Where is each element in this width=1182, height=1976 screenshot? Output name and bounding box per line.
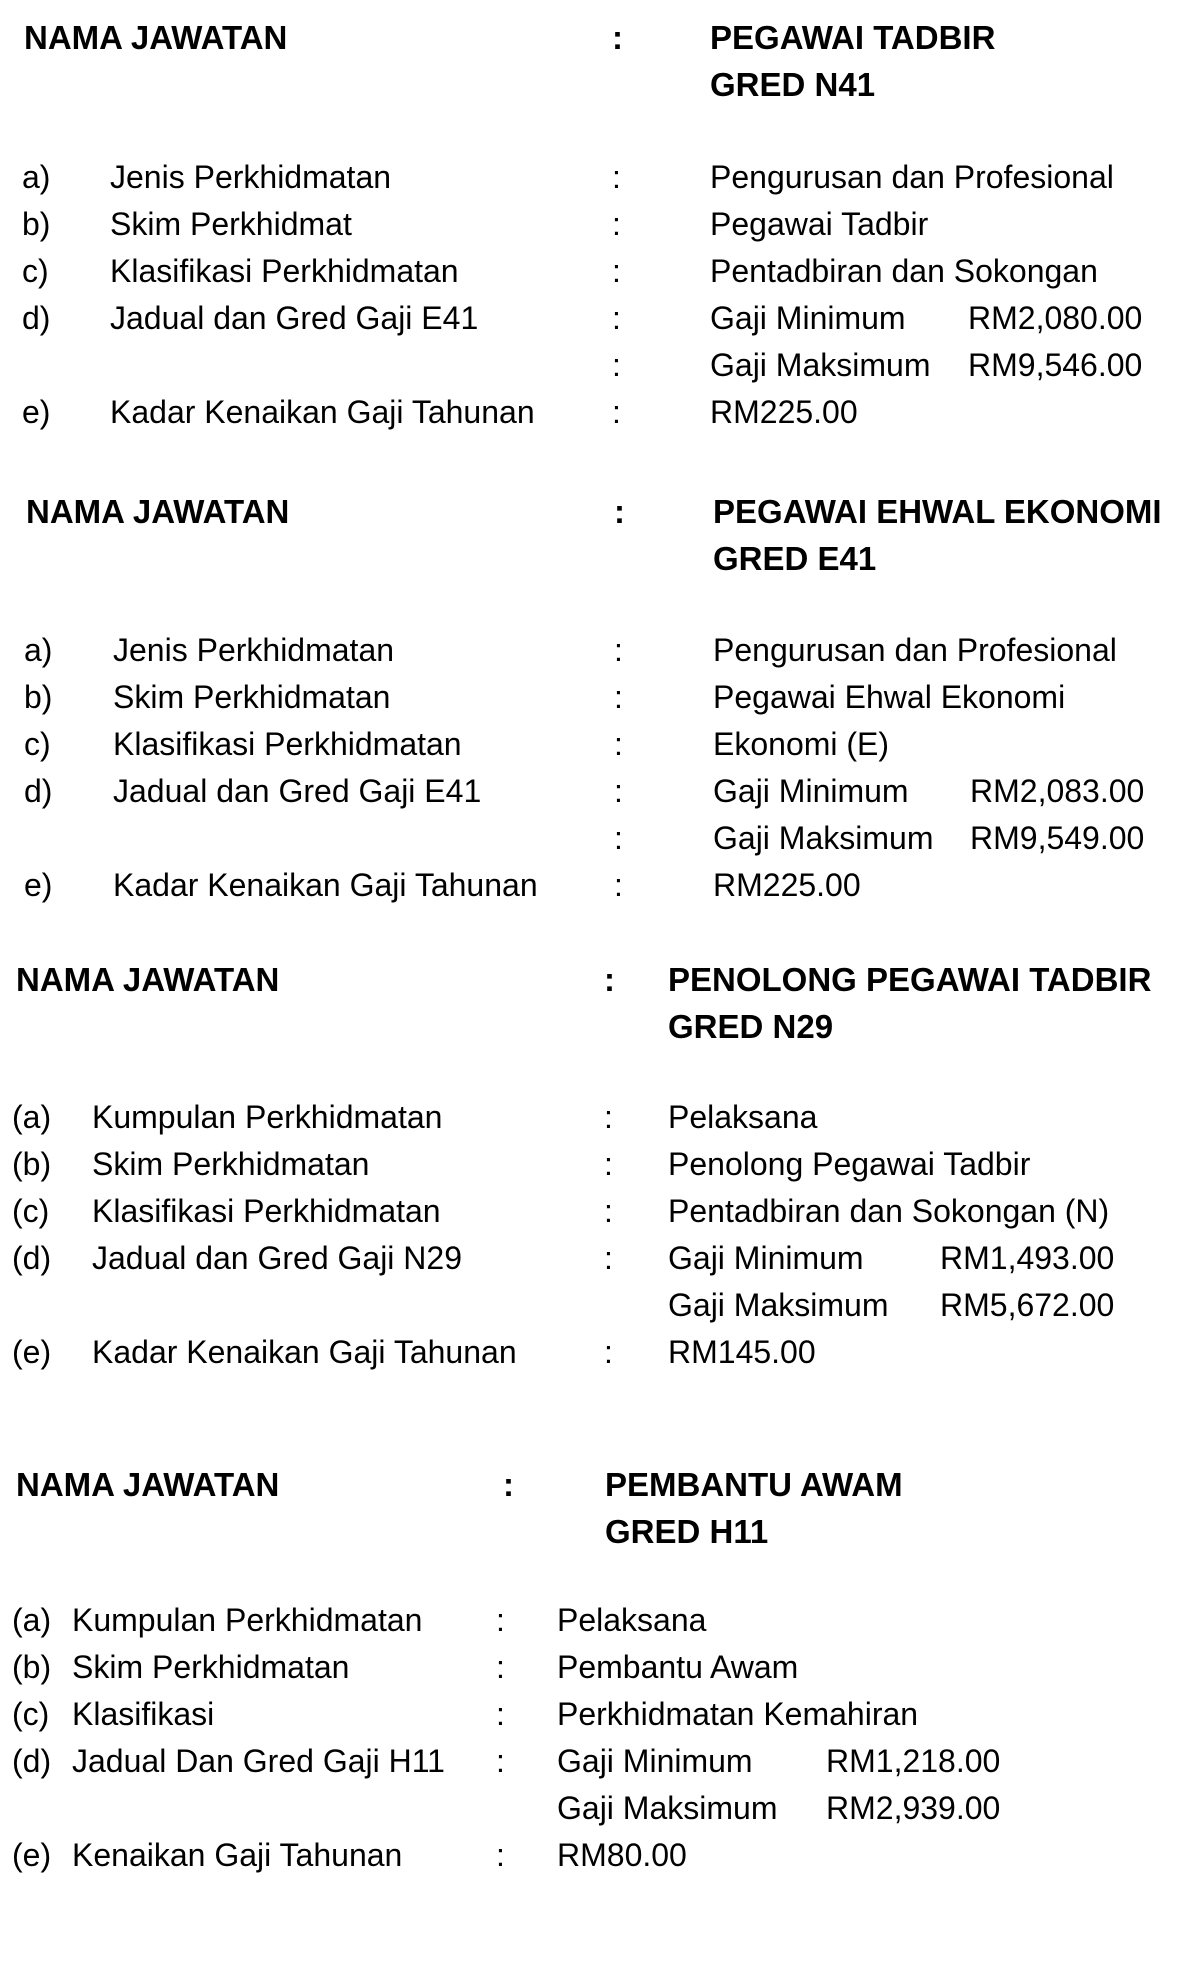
row-label: Jenis Perkhidmatan xyxy=(110,159,392,195)
row-colon: : xyxy=(604,1240,613,1276)
row-colon: : xyxy=(612,159,621,195)
row-key: e) xyxy=(22,394,51,430)
row-colon: : xyxy=(614,773,623,809)
row-colon: : xyxy=(604,1146,613,1182)
row-label: Jadual Dan Gred Gaji H11 xyxy=(72,1743,445,1779)
row-amount: RM1,493.00 xyxy=(940,1240,1115,1276)
row-colon: : xyxy=(612,347,621,383)
job-grade: GRED E41 xyxy=(713,540,877,577)
row-key: (d) xyxy=(12,1743,52,1779)
row-label: Klasifikasi Perkhidmatan xyxy=(113,726,462,762)
row-value: Pegawai Ehwal Ekonomi xyxy=(713,679,1066,715)
row-value: Pengurusan dan Profesional xyxy=(710,159,1114,195)
row-label: Jadual dan Gred Gaji E41 xyxy=(113,773,482,809)
heading-label: NAMA JAWATAN xyxy=(24,19,288,56)
row-colon: : xyxy=(612,206,621,242)
row-colon: : xyxy=(604,1193,613,1229)
row-value: Gaji Minimum xyxy=(710,300,906,336)
row-label: Kumpulan Perkhidmatan xyxy=(72,1602,423,1638)
row-label: Klasifikasi Perkhidmatan xyxy=(110,253,459,289)
row-label: Jadual dan Gred Gaji N29 xyxy=(92,1240,462,1276)
heading-label: NAMA JAWATAN xyxy=(16,961,280,998)
row-colon: : xyxy=(496,1743,505,1779)
job-grade: GRED H11 xyxy=(605,1513,769,1550)
row-value: Gaji Minimum xyxy=(668,1240,864,1276)
row-amount: RM9,549.00 xyxy=(970,820,1145,856)
row-colon: : xyxy=(496,1696,505,1732)
row-label: Kadar Kenaikan Gaji Tahunan xyxy=(92,1334,517,1370)
heading-colon: : xyxy=(614,493,625,530)
row-value: Pentadbiran dan Sokongan (N) xyxy=(668,1193,1110,1229)
heading-colon: : xyxy=(612,19,623,56)
row-value: Gaji Maksimum xyxy=(668,1287,889,1323)
row-key: (a) xyxy=(12,1099,52,1135)
row-value: Ekonomi (E) xyxy=(713,726,890,762)
row-label: Klasifikasi xyxy=(72,1696,215,1732)
row-key: b) xyxy=(24,679,53,715)
heading-colon: : xyxy=(604,961,615,998)
row-value: Gaji Minimum xyxy=(557,1743,753,1779)
row-colon: : xyxy=(496,1649,505,1685)
row-key: (c) xyxy=(12,1193,50,1229)
row-value: Gaji Maksimum xyxy=(713,820,934,856)
row-amount: RM9,546.00 xyxy=(968,347,1143,383)
row-amount: RM2,939.00 xyxy=(826,1790,1001,1826)
row-value: Pegawai Tadbir xyxy=(710,206,929,242)
heading-label: NAMA JAWATAN xyxy=(16,1466,280,1503)
row-colon: : xyxy=(496,1837,505,1873)
row-key: (a) xyxy=(12,1602,52,1638)
row-label: Jenis Perkhidmatan xyxy=(113,632,395,668)
row-value: Pentadbiran dan Sokongan xyxy=(710,253,1098,289)
job-title: PEMBANTU AWAM xyxy=(605,1466,903,1503)
heading-colon: : xyxy=(503,1466,514,1503)
row-colon: : xyxy=(614,867,623,903)
row-key: (e) xyxy=(12,1334,52,1370)
row-key: c) xyxy=(22,253,49,289)
row-value: Pelaksana xyxy=(668,1099,818,1135)
row-label: Jadual dan Gred Gaji E41 xyxy=(110,300,479,336)
row-colon: : xyxy=(612,253,621,289)
row-colon: : xyxy=(604,1334,613,1370)
job-title: PEGAWAI EHWAL EKONOMI xyxy=(713,493,1162,530)
row-value: RM145.00 xyxy=(668,1334,816,1370)
row-label: Skim Perkhidmatan xyxy=(72,1649,350,1685)
row-amount: RM1,218.00 xyxy=(826,1743,1001,1779)
row-label: Kadar Kenaikan Gaji Tahunan xyxy=(113,867,538,903)
row-label: Skim Perkhidmat xyxy=(110,206,352,242)
row-amount: RM2,083.00 xyxy=(970,773,1145,809)
row-colon: : xyxy=(614,820,623,856)
row-amount: RM5,672.00 xyxy=(940,1287,1115,1323)
row-amount: RM2,080.00 xyxy=(968,300,1143,336)
row-colon: : xyxy=(612,300,621,336)
row-key: (c) xyxy=(12,1696,50,1732)
heading-label: NAMA JAWATAN xyxy=(26,493,290,530)
row-label: Kadar Kenaikan Gaji Tahunan xyxy=(110,394,535,430)
row-key: d) xyxy=(24,773,53,809)
row-label: Skim Perkhidmatan xyxy=(92,1146,370,1182)
row-colon: : xyxy=(604,1099,613,1135)
row-colon: : xyxy=(614,679,623,715)
row-value: Pelaksana xyxy=(557,1602,707,1638)
row-key: (e) xyxy=(12,1837,52,1873)
row-label: Klasifikasi Perkhidmatan xyxy=(92,1193,441,1229)
row-value: Gaji Maksimum xyxy=(557,1790,778,1826)
job-title: PENOLONG PEGAWAI TADBIR xyxy=(668,961,1152,998)
row-key: b) xyxy=(22,206,51,242)
row-value: Pengurusan dan Profesional xyxy=(713,632,1117,668)
row-value: RM225.00 xyxy=(713,867,861,903)
row-key: a) xyxy=(24,632,53,668)
job-grade: GRED N29 xyxy=(668,1008,834,1045)
row-key: a) xyxy=(22,159,51,195)
row-key: (d) xyxy=(12,1240,52,1276)
job-title: PEGAWAI TADBIR xyxy=(710,19,996,56)
job-grade: GRED N41 xyxy=(710,66,876,103)
row-key: (b) xyxy=(12,1649,52,1685)
row-key: c) xyxy=(24,726,51,762)
row-value: Gaji Maksimum xyxy=(710,347,931,383)
row-label: Kenaikan Gaji Tahunan xyxy=(72,1837,403,1873)
row-key: d) xyxy=(22,300,51,336)
row-key: e) xyxy=(24,867,53,903)
row-value: Pembantu Awam xyxy=(557,1649,799,1685)
row-label: Skim Perkhidmatan xyxy=(113,679,391,715)
row-colon: : xyxy=(614,726,623,762)
row-colon: : xyxy=(612,394,621,430)
row-value: RM80.00 xyxy=(557,1837,687,1873)
row-value: RM225.00 xyxy=(710,394,858,430)
row-key: (b) xyxy=(12,1146,52,1182)
row-label: Kumpulan Perkhidmatan xyxy=(92,1099,443,1135)
row-value: Perkhidmatan Kemahiran xyxy=(557,1696,919,1732)
row-colon: : xyxy=(496,1602,505,1638)
row-value: Gaji Minimum xyxy=(713,773,909,809)
row-value: Penolong Pegawai Tadbir xyxy=(668,1146,1031,1182)
row-colon: : xyxy=(614,632,623,668)
